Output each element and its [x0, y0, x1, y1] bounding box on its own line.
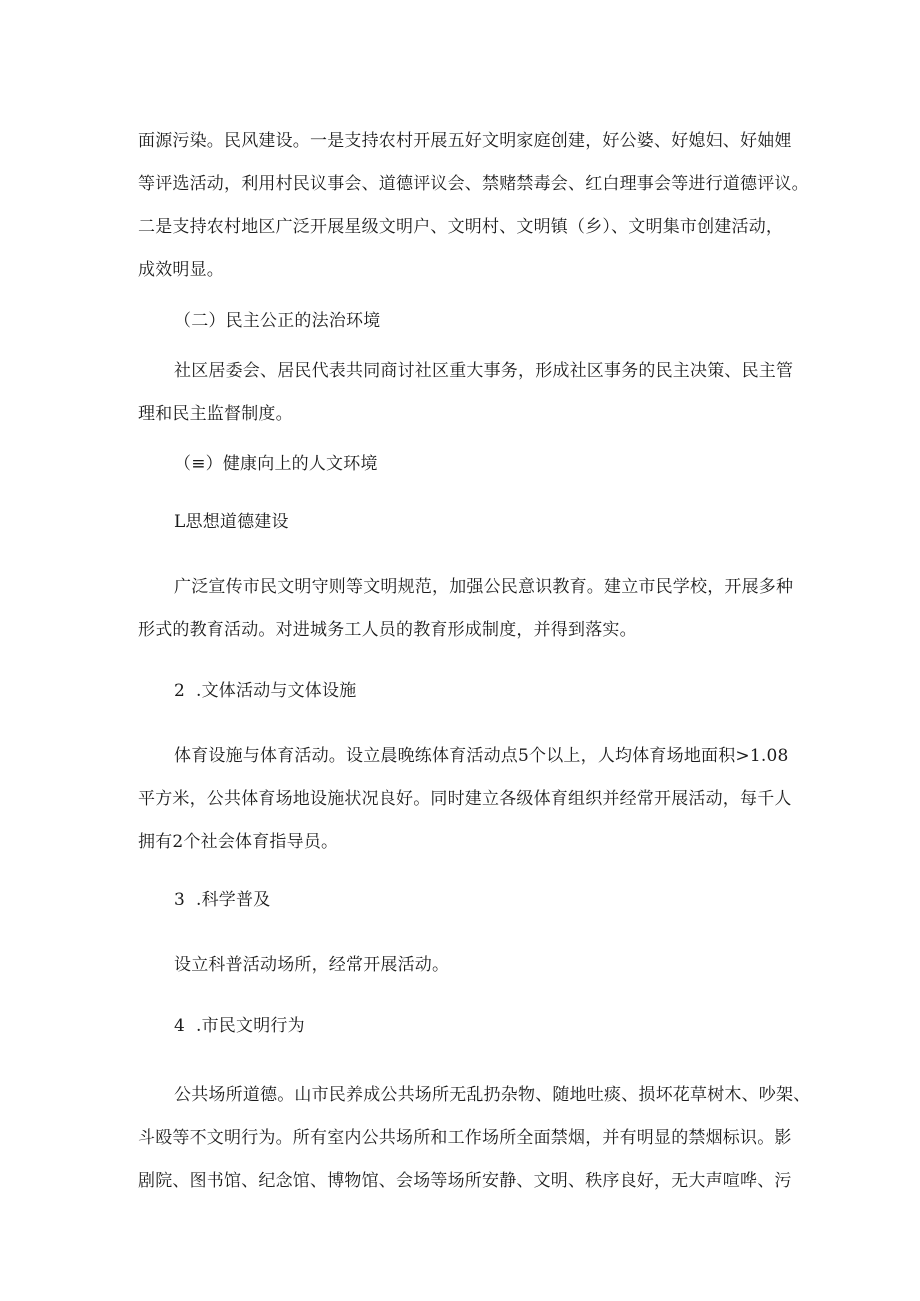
paragraph-line: 拥有2个社会体育指导员。	[138, 832, 339, 852]
paragraph-line: 斗殴等不文明行为。所有室内公共场所和工作场所全面禁烟，并有明显的禁烟标识。影	[138, 1128, 792, 1148]
section-heading: （≡）健康向上的人文环境	[174, 454, 378, 474]
paragraph-line: 社区居委会、居民代表共同商讨社区重大事务，形成社区事务的民主决策、民主管	[174, 361, 794, 381]
paragraph-line: 体育设施与体育活动。设立晨晚练体育活动点5个以上，人均体育场地面积>1.08	[174, 746, 789, 766]
subsection-number: 2	[174, 681, 186, 701]
paragraph-line: 平方米，公共体育场地设施状况良好。同时建立各级体育组织并经常开展活动，每千人	[138, 789, 792, 809]
paragraph-line: 公共场所道德。山市民养成公共场所无乱扔杂物、随地吐痰、损坏花草树木、吵架、	[174, 1085, 811, 1105]
subsection-heading	[174, 890, 834, 910]
paragraph-line: 理和民主监督制度。	[138, 404, 293, 424]
subsection-number: 3	[174, 890, 186, 910]
paragraph-line: 面源污染。民风建设。一是支持农村开展五好文明家庭创建，好公婆、好媳妇、好妯娌	[138, 131, 792, 151]
paragraph-line: 成效明显。	[138, 260, 224, 280]
subsection-heading	[174, 681, 834, 701]
paragraph-line: 剧院、图书馆、纪念馆、博物馆、会场等场所安静、文明、秩序良好，无大声喧哗、污	[138, 1171, 792, 1191]
subsection-title: .文体活动与文体设施	[196, 681, 357, 701]
subsection-number: 4	[174, 1016, 186, 1036]
paragraph-line: 二是支持农村地区广泛开展星级文明户、文明村、文明镇（乡）、文明集市创建活动，	[138, 217, 784, 237]
section-heading: （二）民主公正的法治环境	[174, 311, 381, 331]
subsection-title: .科学普及	[196, 890, 271, 910]
paragraph-line: 设立科普活动场所，经常开展活动。	[174, 955, 450, 975]
subsection-heading: L思想道德建设	[174, 512, 289, 532]
paragraph-line: 广泛宣传市民文明守则等文明规范，加强公民意识教育。建立市民学校，开展多种	[174, 577, 794, 597]
paragraph-line: 形式的教育活动。对进城务工人员的教育形成制度，并得到落实。	[138, 620, 637, 640]
subsection-heading	[174, 1016, 834, 1036]
paragraph-line: 等评选活动，利用村民议事会、道德评议会、禁赌禁毒会、红白理事会等进行道德评议。	[138, 174, 809, 194]
subsection-title: .市民文明行为	[196, 1016, 305, 1036]
